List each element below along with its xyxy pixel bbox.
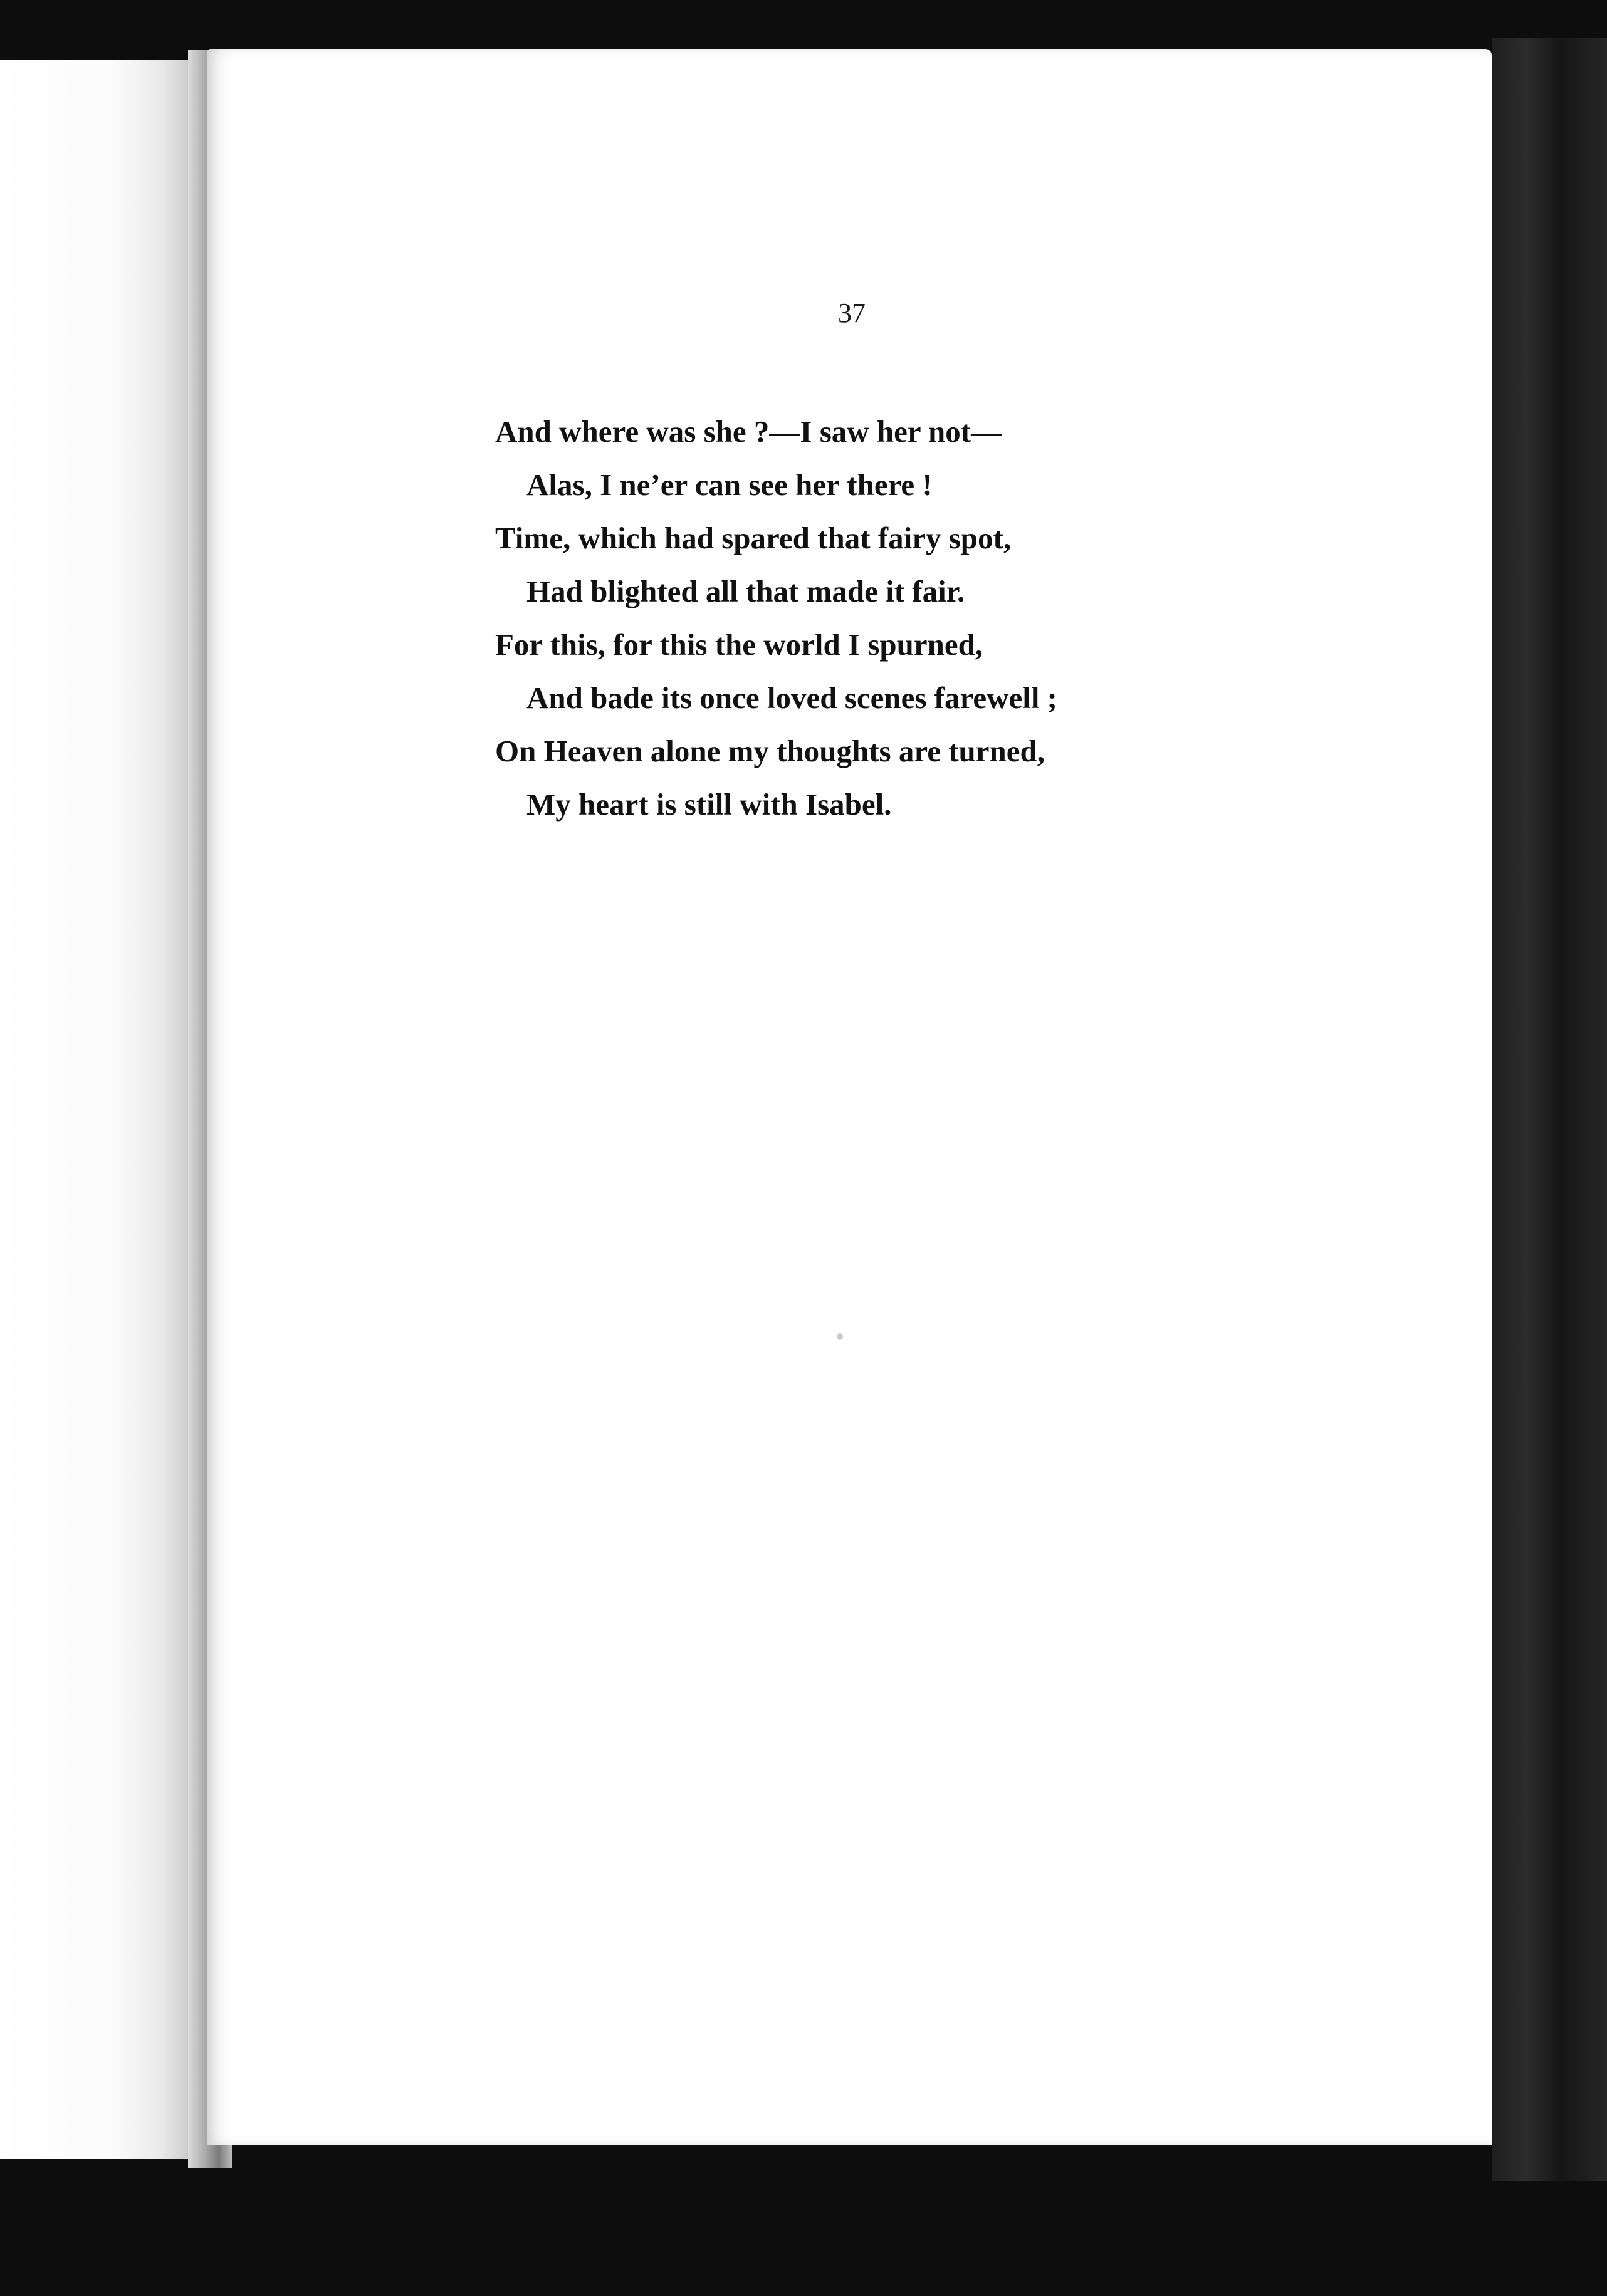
page-number: 37 bbox=[838, 298, 866, 328]
right-page bbox=[207, 49, 1492, 2145]
poem-line: Alas, I ne’er can see her there ! bbox=[526, 467, 933, 502]
poem-line: And bade its once loved scenes farewell ; bbox=[526, 681, 1057, 715]
poem-line: My heart is still with Isabel. bbox=[526, 787, 892, 822]
poem-line: For this, for this the world I spurned, bbox=[495, 627, 983, 662]
paper-speck bbox=[837, 1333, 843, 1340]
poem-line: Time, which had spared that fairy spot, bbox=[495, 521, 1012, 555]
poem-line: Had blighted all that made it fair. bbox=[526, 574, 965, 608]
poem-line: On Heaven alone my thoughts are turned, bbox=[495, 734, 1045, 768]
book-edge bbox=[1492, 38, 1607, 2181]
left-page bbox=[0, 60, 207, 2159]
poem-line: And where was she ?—I saw her not— bbox=[495, 414, 1002, 449]
poem-stanza bbox=[495, 405, 1057, 831]
